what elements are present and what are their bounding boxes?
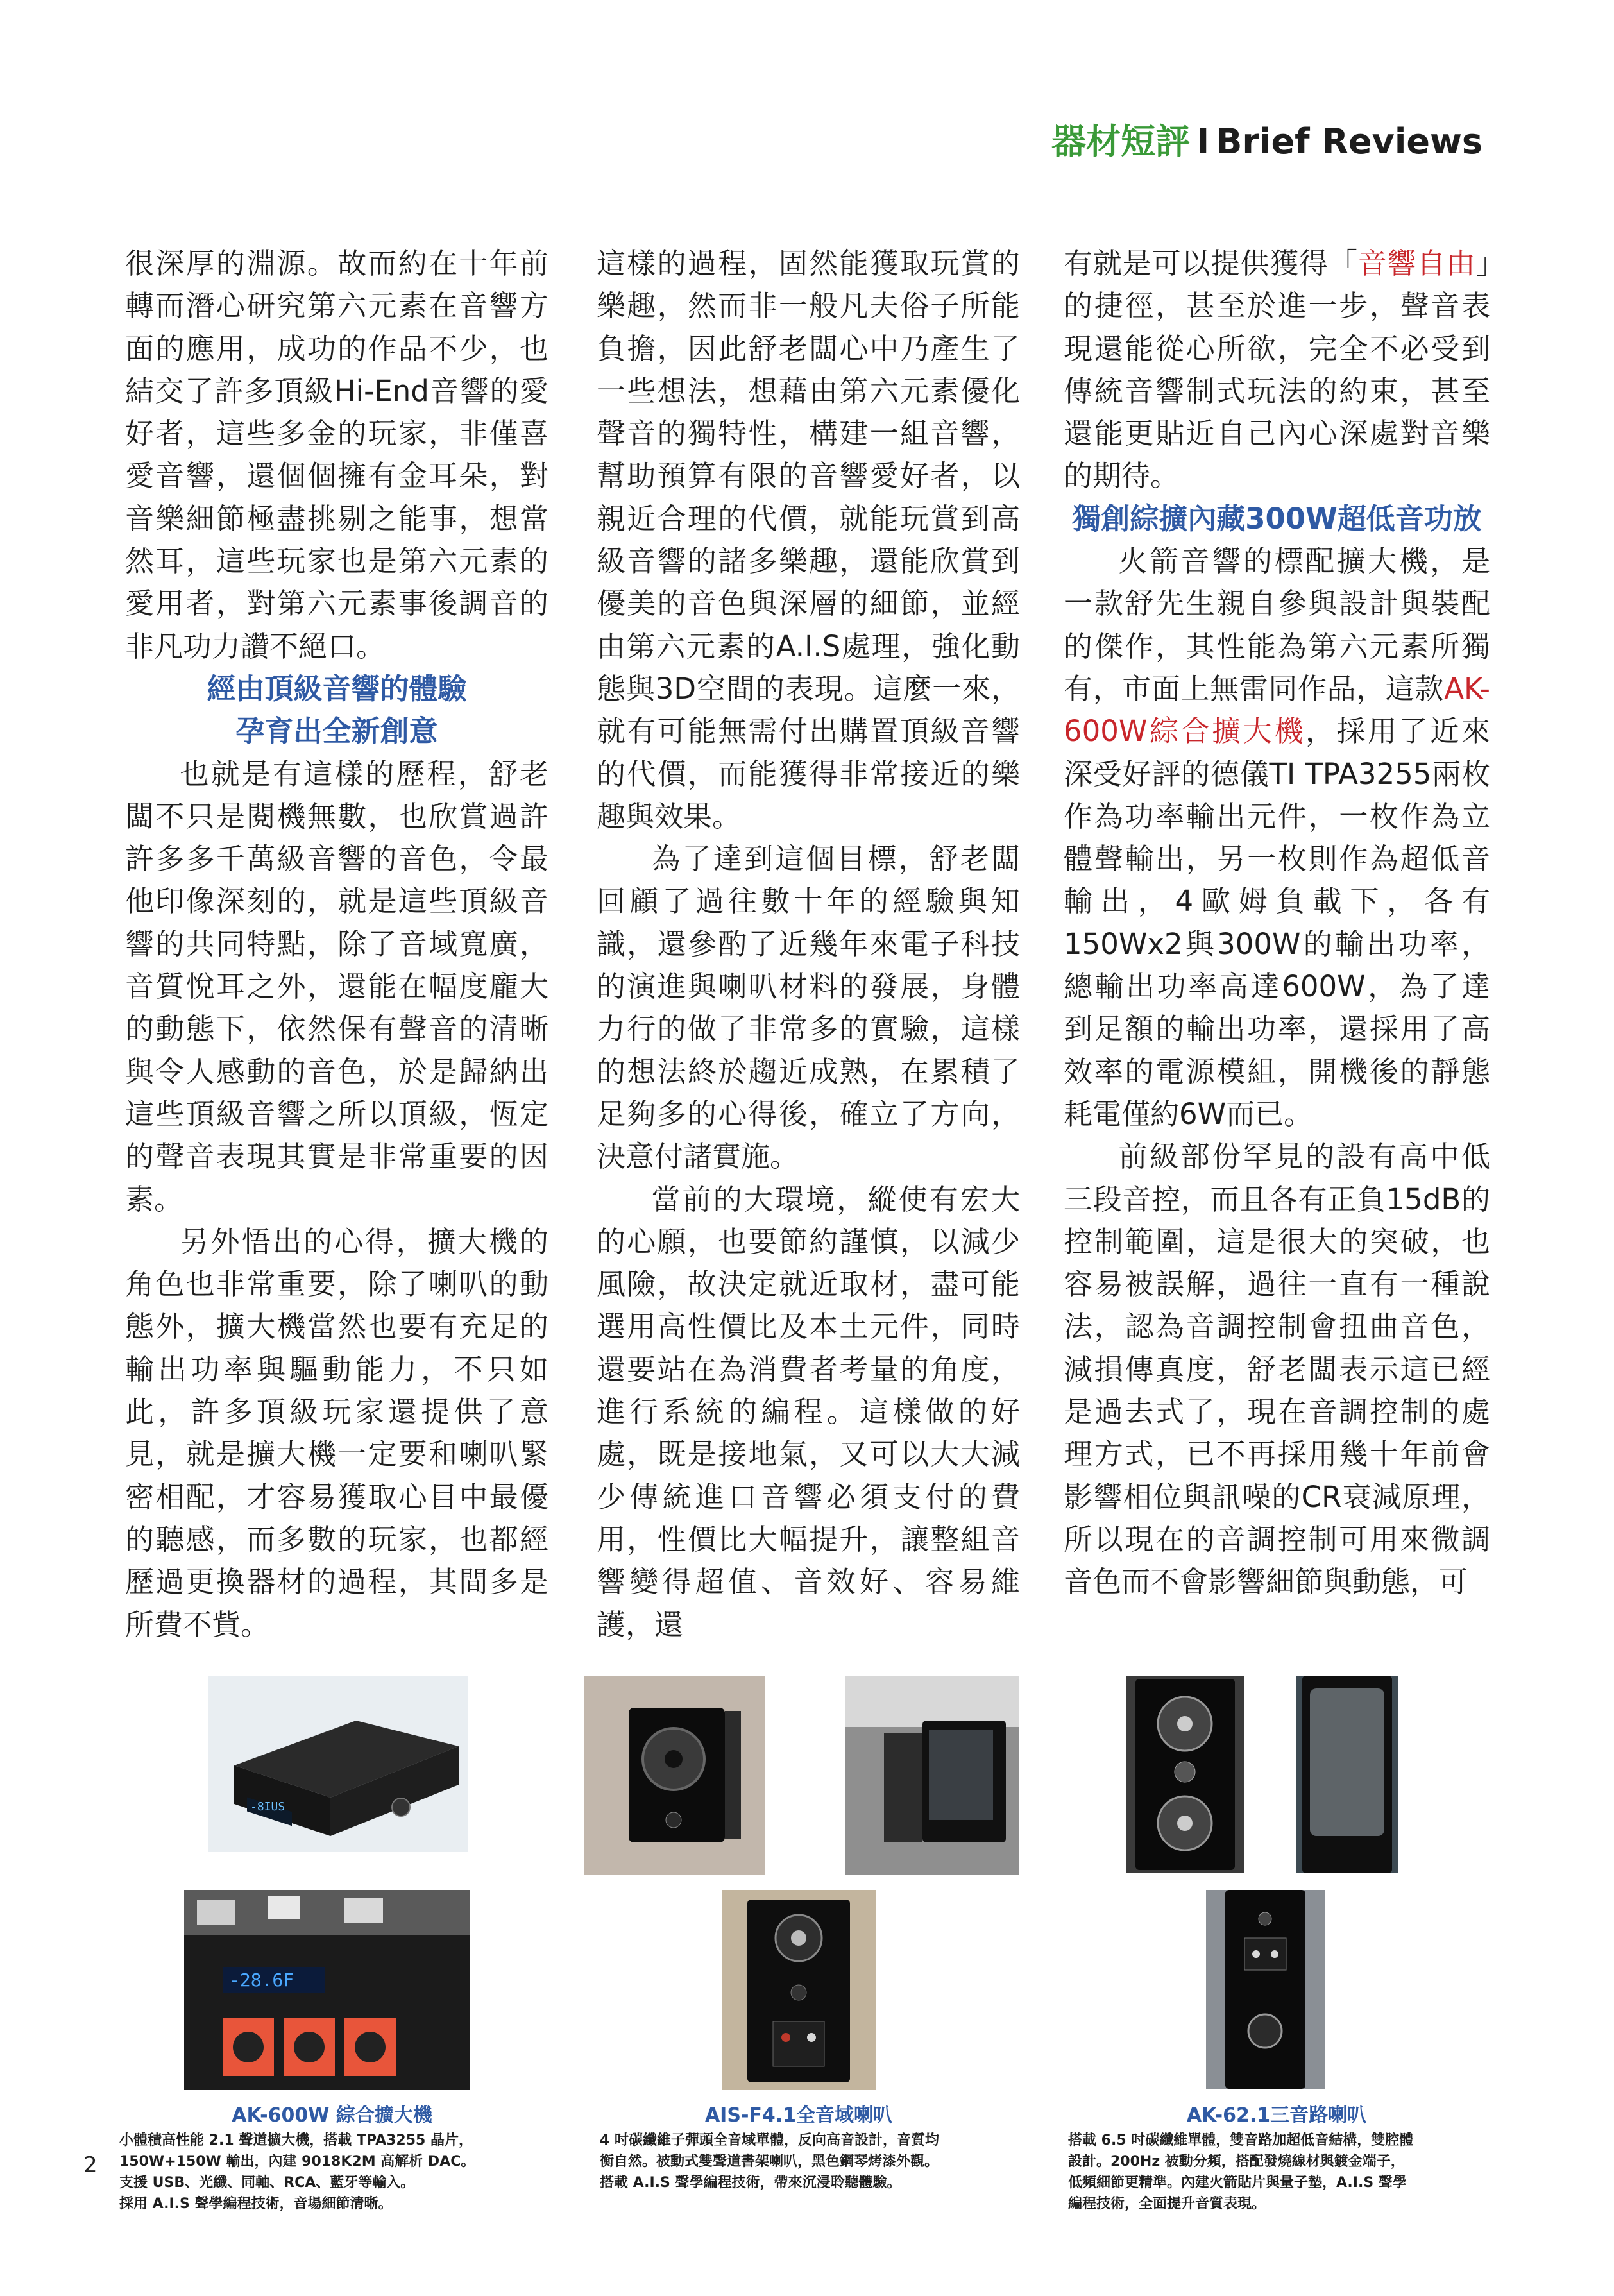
paragraph: 當前的大環境，縱使有宏大的心願，也要節約謹慎，以減少風險，故決定就近取材，盡可能選用高性價比及本土元件，同時還要站在為消費者考量的角度，進行系統的編程。這樣做的好處，既是接地氣，又可以大大減少傳統進口音響必須支付的費用，性價比大幅提升，讓整組音響變得超值、音效好、容易維護，還 [597,1182,1020,1642]
caption-line: 搭載 A.I.S 聲學編程技術，帶來沉浸聆聽體驗。 [600,2175,901,2191]
amplifier-internal-photo [184,1890,470,2090]
paragraph: 也就是有這樣的歷程，舒老闆不只是閱機無數，也欣賞過許許多多千萬級音響的音色，令最他印像深刻的，就是這些頂級音響的共同特點，除了音域寬廣，音質悅耳之外，還能在幅度龐大的動態下，依然保有聲音的清晰與令人感動的音色，於是歸納出這些頂級音響之所以頂級，恆定的聲音表現其實是非常重要的因素。 [125,756,548,1216]
caption-text-ak621 [1068,2130,1485,2215]
speaker-f41-rear-photo [722,1890,876,2090]
caption-title-ak600w: AK-600W 綜合擴大機 [232,2104,432,2127]
article-column-3 [1064,242,1490,1604]
caption-line: 採用 A.I.S 聲學編程技術，音場細節清晰。 [119,2196,393,2212]
caption-line: 編程技術，全面提升音質表現。 [1068,2196,1266,2212]
caption-line: 衡自然。被動式雙聲道書架喇叭，黑色鋼琴烤漆外觀。 [600,2154,939,2170]
text-run: 有就是可以提供獲得「 [1064,246,1358,280]
amp-display-text: -28.6F [229,1969,294,1991]
caption-line: 設計。200Hz 被動分頻，搭配發燒線材與鍍金端子， [1068,2154,1405,2170]
caption-line: 150W+150W 輸出，內建 9018K2M 高解析 DAC。 [119,2154,475,2170]
paragraph: 很深厚的淵源。故而約在十年前轉而潛心研究第六元素在音響方面的應用，成功的作品不少，也結交了許多頂級Hi-End音響的愛好者，這些多金的玩家，非僅喜愛音響，還個個擁有金耳朵，對音樂細節極盡挑剔之能事，想當然耳，這些玩家也是第六元素的愛用者，對第六元素事後調音的非凡功力讚不絕口。 [125,246,548,663]
speaker-ak621-rear-photo [1206,1890,1325,2089]
section-header [1051,114,1482,164]
text-run: 火箭音響的標配擴大機，是一款舒先生親自參與設計與裝配的傑作，其性能為第六元素所獨有，市面上無雷同作品，這款 [1064,544,1490,706]
caption-text-ais-f41 [600,2130,1010,2193]
section-separator: I [1196,121,1210,162]
highlight-text: AK-600W綜合擴大機 [1064,671,1490,749]
paragraph: 另外悟出的心得，擴大機的角色也非常重要，除了喇叭的動態外，擴大機當然也要有充足的輸出功率與驅動能力，不只如此，許多頂級玩家還提供了意見，就是擴大機一定要和喇叭緊密相配，才容易獲取心目中最優的聽感，而多數的玩家，也都經歷過更換器材的過程，其間多是所費不貲。 [125,1224,548,1642]
caption-text-ak600w [119,2130,517,2215]
text-run: ，採用了近來深受好評的德儀TI TPA3255兩枚作為功率輸出元件，一枚作為立體聲輸出，另一枚則作為超低音輸出，4歐姆負載下，各有150Wx2與300W的輸出功率，總輸出功率高達600W，為了達到足額的輸出功率，還採用了高效率的電源模組，開機後的靜態耗電僅約6W而已。 [1064,714,1490,1131]
speaker-ak621-front-photo [1126,1676,1244,1873]
paragraph: 為了達到這個目標，舒老闆回顧了過往數十年的經驗與知識，還參酌了近幾年來電子科技的演進與喇叭材料的發展，身體力行的做了非常多的實驗，這樣的想法終於趨近成熟，在累積了足夠多的心得後，確立了方向，決意付諸實施。 [597,842,1020,1174]
paragraph: 前級部份罕見的設有高中低三段音控，而且各有正負15dB的控制範圍，這是很大的突破，也容易被誤解，過往一直有一種說法，認為音調控制會扭曲音色，減損傳真度，舒老闆表示這已經是過去式了，現在音調控制的處理方式，已不再採用幾十年前會影響相位與訊噪的CR衰減原理，所以現在的音調控制可用來微調音色而不會影響細節與動態，可 [1064,1139,1490,1599]
highlight-text: 音響自由 [1357,246,1476,280]
speaker-ak621-grille-photo [1296,1676,1398,1873]
caption-line: 4 吋碳纖維子彈頭全音域單體，反向高音設計，音質均 [600,2132,939,2148]
caption-line: 支援 USB、光纖、同軸、RCA、藍牙等輸入。 [119,2175,415,2191]
caption-line: 低頻細節更精準。內建火箭貼片與量子墊，A.I.S 聲學 [1068,2175,1407,2191]
paragraph: 這樣的過程，固然能獲取玩賞的樂趣，然而非一般凡夫俗子所能負擔，因此舒老闆心中乃產生了一些想法，想藉由第六元素優化聲音的獨特性，構建一組音響，幫助預算有限的音響愛好者，以親近合理的代價，就能玩賞到高級音響的諸多樂趣，還能欣賞到優美的音色與深層的細節，並經由第六元素的A.I.S處理，強化動態與3D空間的表現。這麼一來，就有可能無需付出購置頂級音響的代價，而能獲得非常接近的樂趣與效果。 [597,246,1020,833]
paragraph [1064,242,1490,498]
page-number: 2 [83,2152,98,2178]
caption-line: 小體積高性能 2.1 聲道擴大機，搭載 TPA3255 晶片， [119,2132,473,2148]
text-run: 」的捷徑，甚至於進一步，聲音表現還能從心所欲，完全不必受到傳統音響制式玩法的約束，甚至還能更貼近自己內心深處對音樂的期待。 [1064,246,1490,493]
paragraph [1064,540,1490,1135]
subheading: 孕育出全新創意 [235,714,438,749]
amp-display-text: -8IUS [250,1800,285,1814]
section-title-en: Brief Reviews [1216,121,1482,162]
subheading: 經由頂級音響的體驗 [207,671,467,706]
subheading: 獨創綜擴內藏300W超低音功放 [1072,501,1482,536]
amplifier-photo [208,1676,468,1852]
caption-line: 搭載 6.5 吋碳纖維單體，雙音路加超低音結構，雙腔體 [1068,2132,1414,2148]
caption-title-ak621: AK-62.1三音路喇叭 [1186,2104,1367,2127]
article-column-1 [125,242,548,1646]
speaker-f41-side-photo [845,1676,1019,1875]
article-column-2 [597,242,1020,1646]
speaker-f41-front-photo [584,1676,765,1875]
section-title-zh: 器材短評 [1051,121,1191,162]
caption-title-ais-f41: AIS-F4.1全音域喇叭 [704,2104,893,2127]
